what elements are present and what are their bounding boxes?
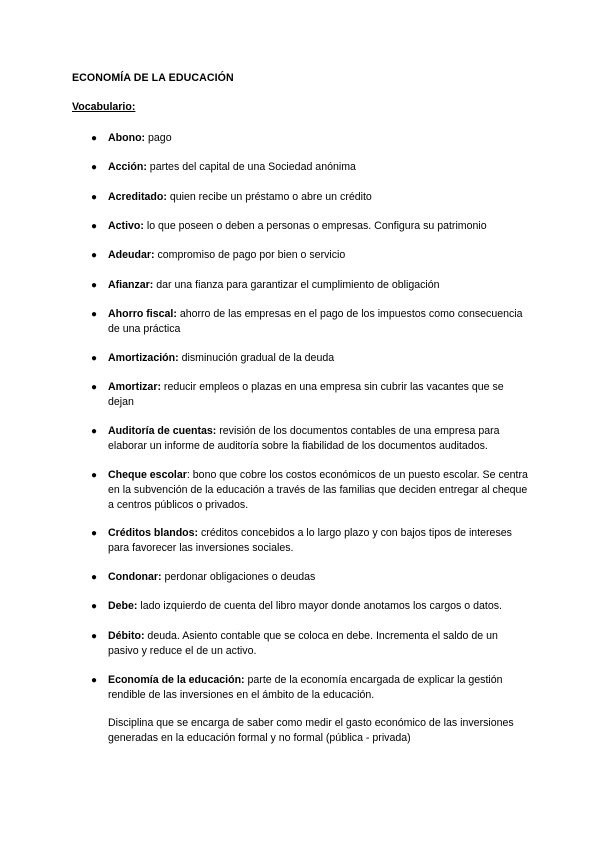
vocabulary-entry bbox=[91, 278, 528, 293]
bullet-icon: ● bbox=[91, 221, 98, 232]
bullet-icon: ● bbox=[91, 528, 98, 539]
bullet-icon: ● bbox=[91, 250, 98, 261]
vocabulary-entry bbox=[91, 190, 528, 205]
vocabulary-entry bbox=[91, 248, 528, 263]
bullet-icon: ● bbox=[91, 675, 98, 686]
entry-definition: lado izquierdo de cuenta del libro mayor donde anotamos los cargos o datos. bbox=[137, 600, 502, 612]
vocabulary-entry bbox=[91, 526, 528, 556]
vocabulary-entry bbox=[91, 380, 528, 410]
bullet-icon: ● bbox=[91, 280, 98, 291]
bullet-icon: ● bbox=[91, 572, 98, 583]
entry-term: Débito: bbox=[108, 630, 145, 642]
entry-term: Auditoría de cuentas: bbox=[108, 425, 217, 437]
extra-paragraph: Disciplina que se encarga de saber como medir el gasto económico de las inversiones generadas en la educación formal y no formal (pública - privada) bbox=[108, 717, 514, 744]
bullet-icon: ● bbox=[91, 382, 98, 393]
bullet-icon: ● bbox=[91, 470, 98, 481]
vocabulary-entry bbox=[91, 570, 528, 585]
entry-definition: compromiso de pago por bien o servicio bbox=[154, 249, 346, 261]
entry-definition: perdonar obligaciones o deudas bbox=[161, 571, 316, 583]
bullet-icon: ● bbox=[91, 426, 98, 437]
entry-term: Créditos blandos: bbox=[108, 527, 199, 539]
entry-definition: reducir empleos o plazas en una empresa sin cubrir las vacantes que se dejan bbox=[108, 381, 504, 408]
entry-definition: créditos concebidos a lo largo plazo y con bajos tipos de intereses para favorecer las inversiones sociales. bbox=[108, 527, 512, 554]
entry-term: Adeudar: bbox=[108, 249, 155, 261]
entry-term: Condonar: bbox=[108, 571, 162, 583]
bullet-icon: ● bbox=[91, 353, 98, 364]
vocabulary-entry bbox=[91, 131, 528, 146]
vocabulary-entry bbox=[91, 629, 528, 659]
vocabulary-entry bbox=[91, 468, 528, 513]
vocabulary-entry bbox=[91, 307, 528, 337]
entry-term: Activo: bbox=[108, 220, 144, 232]
entry-term: Acreditado: bbox=[108, 191, 167, 203]
bullet-icon: ● bbox=[91, 162, 98, 173]
entry-definition: : bono que cobre los costos económicos de un puesto escolar. Se centra en la subvención de la educación a través de las familias que deciden entregar al cheque a centros públicos o privados. bbox=[108, 469, 528, 511]
entry-term: Afianzar: bbox=[108, 279, 154, 291]
entry-definition: dar una fianza para garantizar el cumplimiento de obligación bbox=[153, 279, 440, 291]
bullet-icon: ● bbox=[91, 601, 98, 612]
entry-definition: partes del capital de una Sociedad anónima bbox=[146, 161, 356, 173]
entry-definition: deuda. Asiento contable que se coloca en debe. Incrementa el saldo de un pasivo y reduce el de un activo. bbox=[108, 630, 498, 657]
entry-definition: pago bbox=[145, 132, 172, 144]
vocabulary-entry bbox=[91, 599, 528, 614]
bullet-icon: ● bbox=[91, 309, 98, 320]
vocabulary-entry bbox=[91, 219, 528, 234]
document-title: ECONOMÍA DE LA EDUCACIÓN bbox=[72, 72, 234, 84]
vocabulary-entry bbox=[91, 160, 528, 175]
entry-term: Cheque escolar bbox=[108, 469, 187, 481]
bullet-icon: ● bbox=[91, 133, 98, 144]
entry-term: Debe: bbox=[108, 600, 138, 612]
bullet-icon: ● bbox=[91, 192, 98, 203]
entry-term: Amortización: bbox=[108, 352, 179, 364]
vocabulary-entry bbox=[91, 351, 528, 366]
vocabulary-entry bbox=[91, 673, 528, 703]
entry-definition: revisión de los documentos contables de una empresa para elaborar un informe de auditoría sobre la fiabilidad de los documentos auditados. bbox=[108, 425, 500, 452]
entry-definition: quien recibe un préstamo o abre un crédito bbox=[166, 191, 372, 203]
bullet-icon: ● bbox=[91, 631, 98, 642]
entry-term: Economía de la educación: bbox=[108, 674, 245, 686]
entry-definition: ahorro de las empresas en el pago de los impuestos como consecuencia de una práctica bbox=[108, 308, 523, 335]
entry-term: Abono: bbox=[108, 132, 146, 144]
vocabulary-entry bbox=[91, 424, 528, 454]
entry-definition: parte de la economía encargada de explicar la gestión rendible de las inversiones en el ámbito de la educación. bbox=[108, 674, 503, 701]
section-heading: Vocabulario: bbox=[72, 101, 136, 113]
entry-definition: lo que poseen o deben a personas o empresas. Configura su patrimonio bbox=[143, 220, 487, 232]
entry-term: Amortizar: bbox=[108, 381, 161, 393]
entry-definition: disminución gradual de la deuda bbox=[178, 352, 335, 364]
entry-term: Ahorro fiscal: bbox=[108, 308, 177, 320]
entry-term: Acción: bbox=[108, 161, 147, 173]
